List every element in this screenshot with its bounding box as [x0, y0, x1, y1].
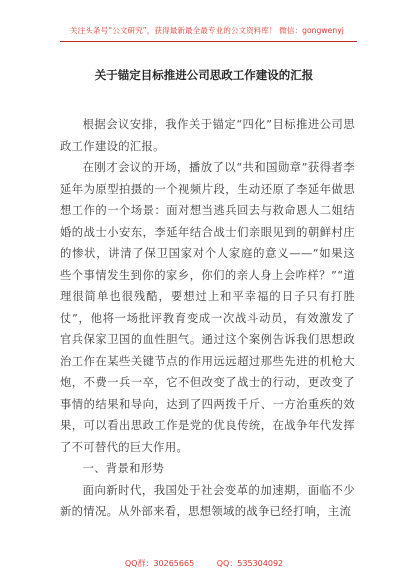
footer-qq-number: QQ：535304092 [216, 559, 284, 568]
header-divider [60, 41, 357, 42]
document-body [60, 114, 355, 523]
section-heading-background: 一、背景和形势 [82, 462, 165, 475]
document-title: 关于锚定目标推进公司思政工作建设的汇报 [94, 68, 314, 82]
footer-contact [0, 559, 408, 569]
header-banner: 关注头条号“公文研究”，获得最新最全最专业的公文资料库！ 微信：gongwenyj [70, 26, 344, 35]
paragraph-background: 面向新时代，我国处于社会变革的加速期，面临不少新的情况。从外部来看，思想领域的战争已经打响，主流 [60, 483, 355, 518]
paragraph-case-story: 在刚才会议的开场，播放了以“共和国勋章”获得者李延年为原型拍摄的一个视频片段，生动还原了李延年做思想工作的一个场景：面对想当逃兵回去与救命恩人二姐结婚的战士小安东，李延年结合战士们亲眼见到的朝鲜村庄的惨状，讲清了保卫国家对个人家庭的意义——“如果这些个事情发生到你的家乡，你们的亲人身上会咋样？”“道理很简单也很残酷，要想过上和平幸福的日子只有打胜仗”，他将一场批评教育变成一次战斗动员，有效激发了官兵保家卫国的血性胆气。通过这个案例告诉我们思想政治工作在某些关键节点的作用远远超过那些先进的机枪大炮，不费一兵一卒，它不但改变了战士的行动，更改变了事情的结果和导向，达到了四两拨千斤、一方治重疾的效果，可以看出思政工作是党的优良传统，在战争年代发挥了不可替代的巨大作用。 [60, 161, 355, 454]
paragraph-intro: 根据会议安排，我作关于锚定“四化”目标推进公司思政工作建设的汇报。 [60, 118, 355, 153]
footer-qq-group: QQ群：30265665 [124, 559, 195, 568]
